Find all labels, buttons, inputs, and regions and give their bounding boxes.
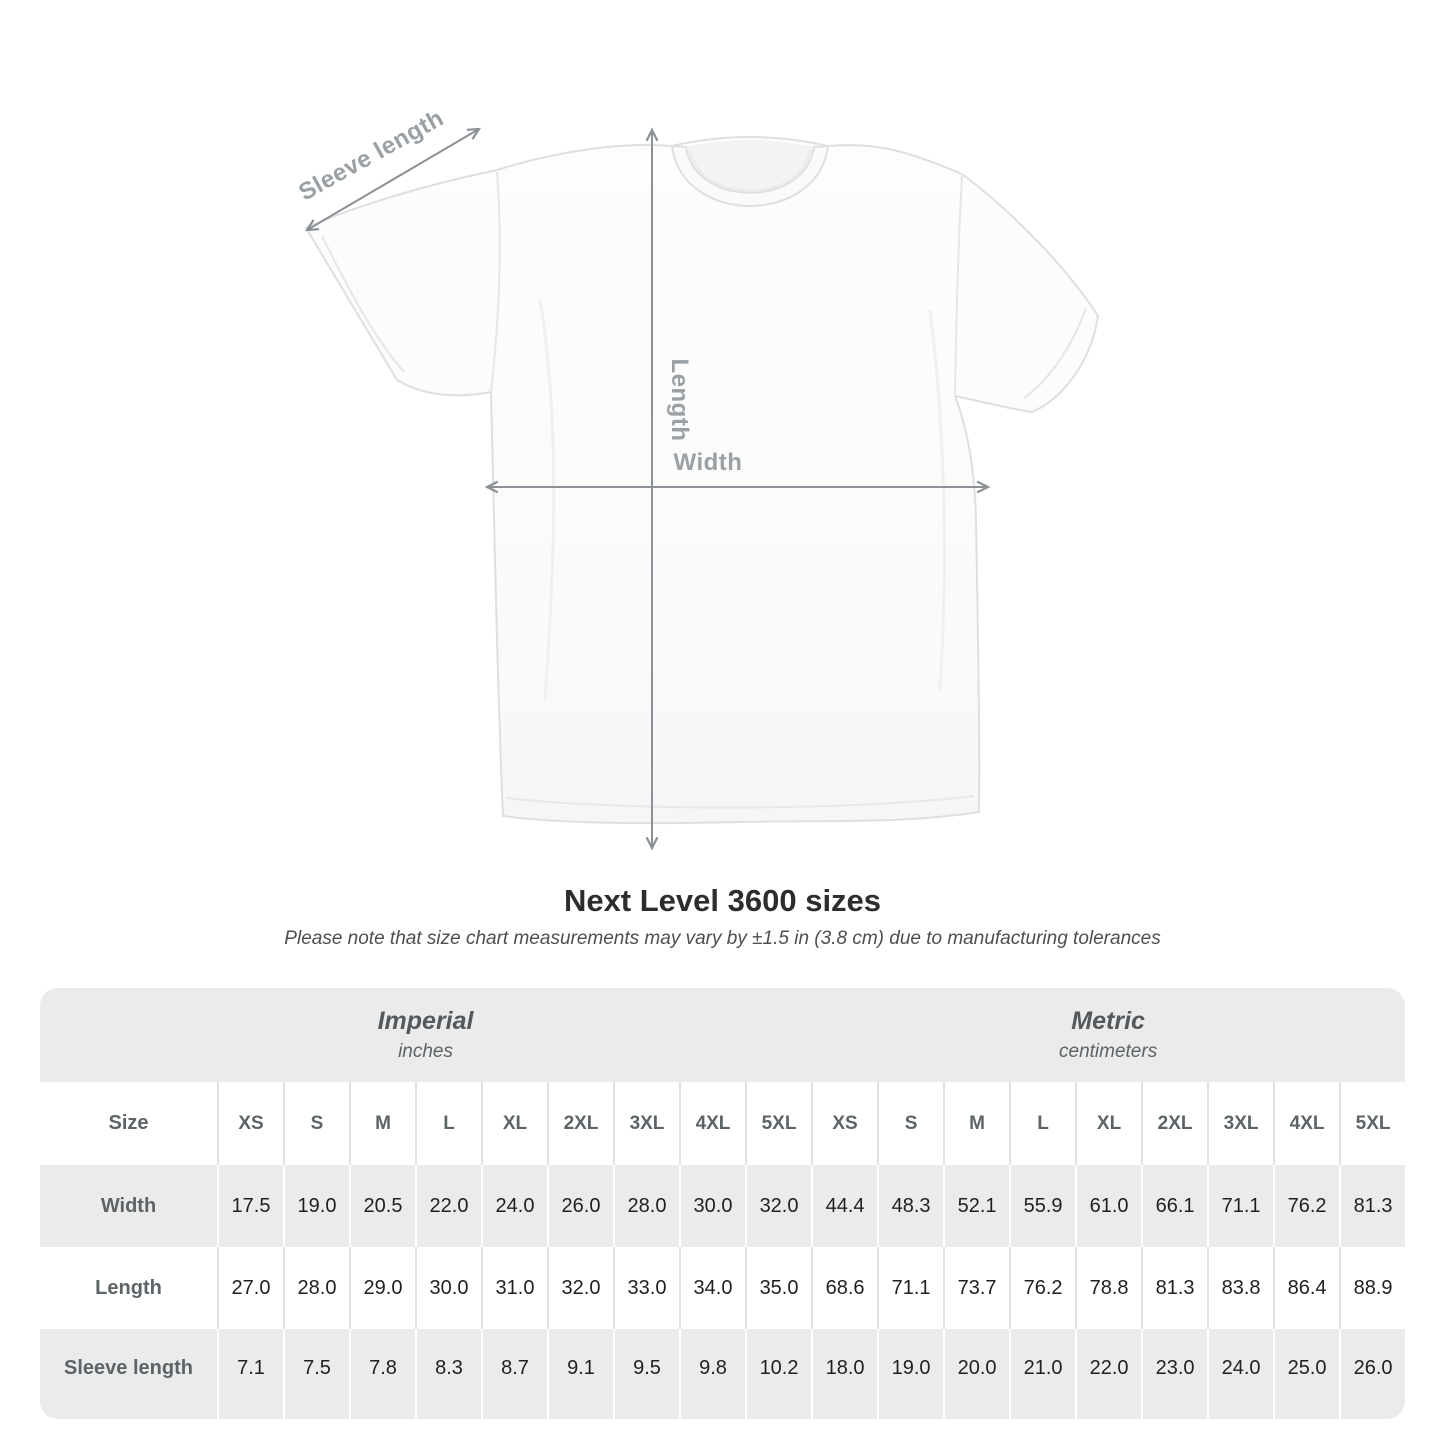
measurement-cell: 10.2 [745,1329,811,1419]
measurement-cell: 28.0 [283,1247,349,1329]
imperial-unit: inches [398,1040,453,1062]
size-table-container [40,988,1405,1419]
size-col-header: M [349,1082,415,1165]
metric-unit: centimeters [1059,1040,1158,1062]
sleeve-length-label: Sleeve length [294,104,449,207]
measurement-cell: 26.0 [547,1165,613,1247]
measurement-cell: 34.0 [679,1247,745,1329]
size-col-header: S [877,1082,943,1165]
size-corner-label: Size [40,1082,217,1165]
measurement-cell: 23.0 [1141,1329,1207,1419]
measurement-cell: 30.0 [679,1165,745,1247]
size-col-header: L [415,1082,481,1165]
measurement-cell: 27.0 [217,1247,283,1329]
measurement-cell: 73.7 [943,1247,1009,1329]
measurement-cell: 86.4 [1273,1247,1339,1329]
size-col-header: L [1009,1082,1075,1165]
heading-block [0,884,1445,950]
measurement-cell: 83.8 [1207,1247,1273,1329]
sleeve-length-row [40,1329,1405,1419]
measurement-cell: 17.5 [217,1165,283,1247]
measurement-cell: 81.3 [1141,1247,1207,1329]
imperial-title: Imperial [377,1006,474,1035]
measurement-cell: 32.0 [547,1247,613,1329]
length-label: Length [666,358,693,442]
measurement-cell: 24.0 [481,1165,547,1247]
size-header-row [40,1082,1405,1165]
measurement-cell: 33.0 [613,1247,679,1329]
tshirt-body [306,137,1098,823]
length-row-label: Length [40,1247,217,1329]
measurement-cell: 7.8 [349,1329,415,1419]
measurement-cell: 22.0 [1075,1329,1141,1419]
measurement-cell: 19.0 [283,1165,349,1247]
metric-header [811,988,1405,1082]
measurement-cell: 76.2 [1009,1247,1075,1329]
size-col-header: 2XL [547,1082,613,1165]
measurement-cell: 9.5 [613,1329,679,1419]
width-row [40,1165,1405,1247]
length-row [40,1247,1405,1329]
measurement-cell: 25.0 [1273,1329,1339,1419]
measurement-cell: 52.1 [943,1165,1009,1247]
measurement-cell: 55.9 [1009,1165,1075,1247]
measurement-cell: 9.8 [679,1329,745,1419]
measurement-cell: 29.0 [349,1247,415,1329]
measurement-cell: 20.5 [349,1165,415,1247]
size-col-header: 4XL [679,1082,745,1165]
page-title: Next Level 3600 sizes [563,883,882,918]
size-col-header: 5XL [745,1082,811,1165]
size-col-header: M [943,1082,1009,1165]
size-col-header: 4XL [1273,1082,1339,1165]
measurement-cell: 68.6 [811,1247,877,1329]
sleeve-length-row-label: Sleeve length [40,1329,217,1419]
size-col-header: 3XL [613,1082,679,1165]
measurement-cell: 21.0 [1009,1329,1075,1419]
measurement-cell: 7.5 [283,1329,349,1419]
measurement-cell: 30.0 [415,1247,481,1329]
measurement-cell: 24.0 [1207,1329,1273,1419]
measurement-cell: 71.1 [877,1247,943,1329]
measurement-cell: 88.9 [1339,1247,1405,1329]
metric-title: Metric [1071,1006,1145,1035]
width-label: Width [673,449,743,476]
measurement-cell: 32.0 [745,1165,811,1247]
size-col-header: XS [217,1082,283,1165]
measurement-cell: 9.1 [547,1329,613,1419]
size-table [40,988,1405,1419]
size-col-header: XL [481,1082,547,1165]
measurement-cell: 8.3 [415,1329,481,1419]
size-col-header: 2XL [1141,1082,1207,1165]
tolerance-note: Please note that size chart measurements may vary by ±1.5 in (3.8 cm) due to manufacturing tolerances [284,928,1161,949]
measurement-cell: 20.0 [943,1329,1009,1419]
measurement-cell: 26.0 [1339,1329,1405,1419]
width-row-label: Width [40,1165,217,1247]
measurement-cell: 35.0 [745,1247,811,1329]
measurement-cell: 19.0 [877,1329,943,1419]
measurement-cell: 81.3 [1339,1165,1405,1247]
size-col-header: S [283,1082,349,1165]
measurement-cell: 31.0 [481,1247,547,1329]
size-col-header: 5XL [1339,1082,1405,1165]
measurement-cell: 48.3 [877,1165,943,1247]
size-col-header: XS [811,1082,877,1165]
measurement-cell: 66.1 [1141,1165,1207,1247]
imperial-header [40,988,811,1082]
size-col-header: XL [1075,1082,1141,1165]
measurement-cell: 71.1 [1207,1165,1273,1247]
measurement-cell: 28.0 [613,1165,679,1247]
unit-header-row [40,988,1405,1082]
size-col-header: 3XL [1207,1082,1273,1165]
measurement-cell: 7.1 [217,1329,283,1419]
measurement-cell: 61.0 [1075,1165,1141,1247]
measurement-cell: 76.2 [1273,1165,1339,1247]
measurement-cell: 22.0 [415,1165,481,1247]
measurement-cell: 44.4 [811,1165,877,1247]
measurement-cell: 78.8 [1075,1247,1141,1329]
measurement-cell: 18.0 [811,1329,877,1419]
measurement-cell: 8.7 [481,1329,547,1419]
